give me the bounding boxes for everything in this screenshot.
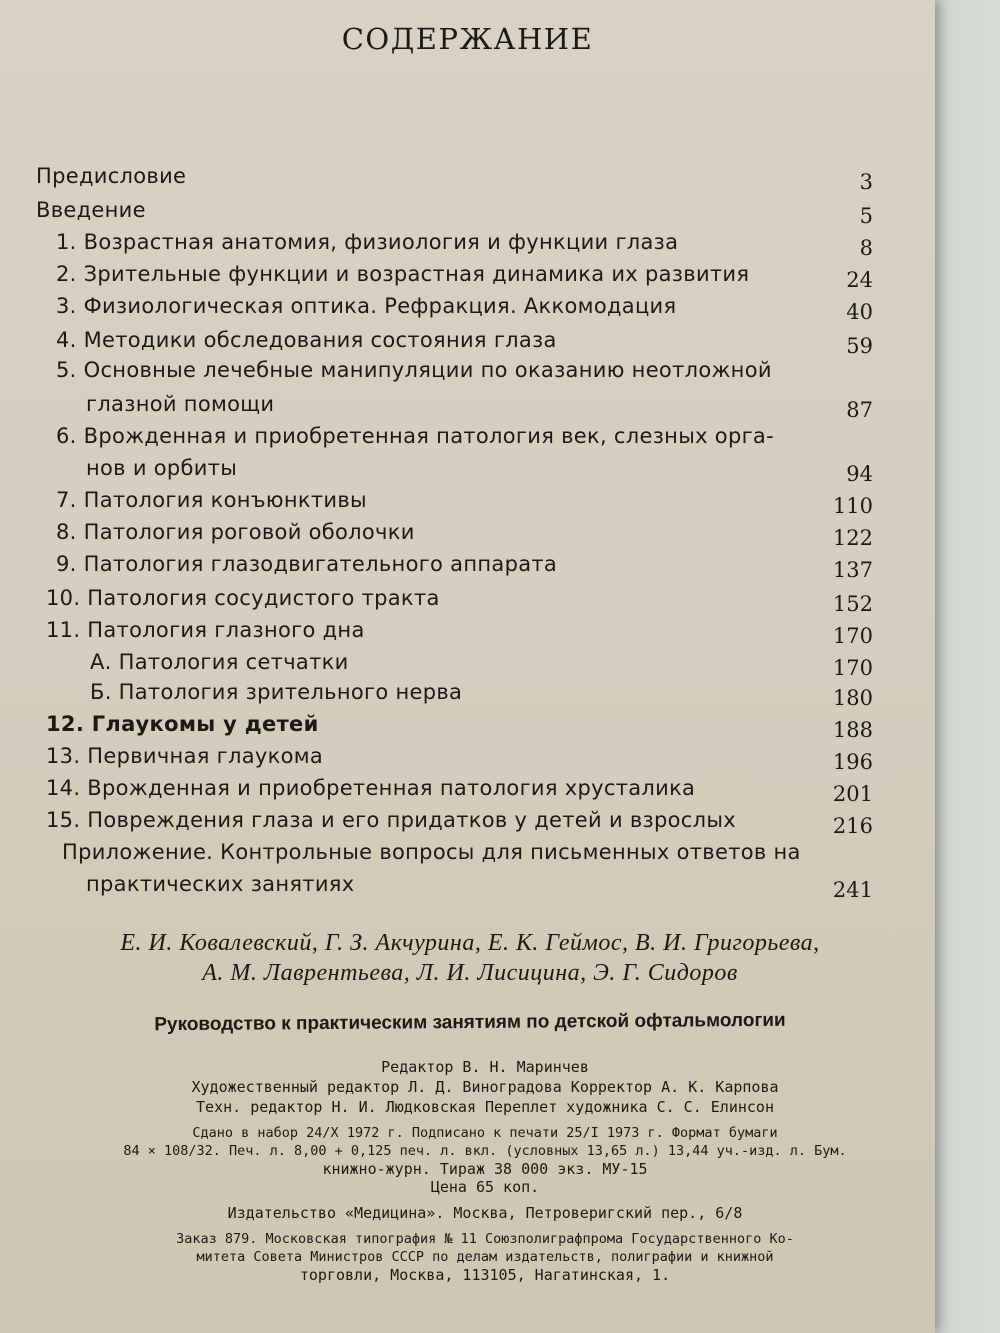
imprint-tech-editor: Техн. редактор Н. И. Людковская Переплет художника С. С. Елинсон <box>196 1098 774 1116</box>
toc-entry <box>0 776 935 808</box>
leader-dots <box>215 164 810 192</box>
toc-page-number: 196 <box>832 750 873 774</box>
leader-dots <box>720 294 810 322</box>
toc-entry <box>0 520 935 552</box>
toc-page-number: 216 <box>832 814 873 838</box>
toc-page-number: 94 <box>846 462 873 486</box>
toc-entry-title: Б. Патология зрительного нерва <box>90 680 463 704</box>
leader-dots <box>500 680 810 708</box>
imprint-line-2: 84 × 108/32. Печ. л. 8,00 + 0,125 печ. л. вкл. (условных 13,65 л.) 13,44 уч.-изд. л. Бум. <box>123 1143 847 1159</box>
toc-entry <box>0 552 935 584</box>
imprint-order-3: торговли, Москва, 113105, Нагатинская, 1. <box>299 1266 671 1284</box>
toc-entry <box>0 392 935 424</box>
toc-entry <box>0 808 935 840</box>
toc-entry <box>0 198 935 230</box>
toc-entry <box>0 424 935 456</box>
imprint-publisher: Издательство «Медицина». Москва, Петроверигский пер., 6/8 <box>227 1204 743 1222</box>
toc-page-number: 180 <box>832 686 873 710</box>
toc-entry-title: нов и орбиты <box>86 456 238 480</box>
imprint-price: Цена 65 коп. <box>430 1178 540 1196</box>
toc-entry-title: 9. Патология глазодвигательного аппарата <box>56 552 558 576</box>
toc-page-number: 110 <box>832 494 873 518</box>
toc-entry <box>0 712 935 744</box>
toc-entry-title: 2. Зрительные функции и возрастная динамика их развития <box>56 262 750 286</box>
toc-entry-title: 3. Физиологическая оптика. Рефракция. Аккомодация <box>56 294 677 318</box>
toc-page-number: 241 <box>832 878 873 902</box>
toc-page-number: 152 <box>832 592 873 616</box>
toc-page-number: 137 <box>832 558 873 582</box>
toc-entry <box>0 294 935 326</box>
toc-entry <box>0 262 935 294</box>
toc-entry <box>0 840 935 872</box>
leader-dots <box>370 872 810 900</box>
toc-entry-title: 10. Патология сосудистого тракта <box>46 586 440 610</box>
leader-dots <box>300 392 810 420</box>
imprint-order-2: митета Совета Министров СССР по делам издательств, полиграфии и книжной <box>196 1249 774 1265</box>
imprint-art-editor: Художественный редактор Л. Д. Виноградова Корректор А. К. Карпова <box>191 1078 779 1096</box>
toc-page-number: 59 <box>846 334 873 358</box>
toc-entry-title: глазной помощи <box>86 392 275 416</box>
leader-dots <box>410 618 810 646</box>
leader-dots <box>380 650 810 678</box>
toc-page-number: 201 <box>832 782 873 806</box>
leader-dots <box>410 488 810 516</box>
toc-entry <box>0 586 935 618</box>
imprint-editor: Редактор В. Н. Маринчев <box>381 1058 589 1076</box>
imprint-line-3: книжно-журн. Тираж 38 000 экз. МУ-15 <box>322 1160 648 1178</box>
leader-dots <box>350 744 810 772</box>
toc-entry-title: 12. Глаукомы у детей <box>46 712 319 736</box>
leader-dots <box>470 586 810 614</box>
toc-entry <box>0 164 935 196</box>
toc-entry <box>0 744 935 776</box>
toc-entry-title: 15. Повреждения глаза и его придатков у детей и взрослых <box>46 808 736 832</box>
leader-dots <box>600 552 810 580</box>
toc-entry-title: А. Патология сетчатки <box>90 650 349 674</box>
toc-entry <box>0 650 935 682</box>
toc-entry <box>0 488 935 520</box>
toc-page-number: 8 <box>859 236 873 260</box>
toc-entry-title: Введение <box>36 198 146 222</box>
toc-entry <box>0 618 935 650</box>
toc-entry <box>0 456 935 488</box>
toc-page-number: 188 <box>832 718 873 742</box>
toc-entry-title: 14. Врожденная и приобретенная патология хрусталика <box>46 776 696 800</box>
toc-entry-title: практических занятиях <box>86 872 355 896</box>
toc-page-number: 24 <box>846 268 873 292</box>
toc-page-number: 170 <box>832 624 873 648</box>
authors-line-2: А. М. Лаврентьева, Л. И. Лисицина, Э. Г. Сидоров <box>202 960 738 986</box>
toc-page-number: 3 <box>859 170 873 194</box>
toc-entry <box>0 358 935 390</box>
toc-entry <box>0 328 935 360</box>
leader-dots <box>720 230 810 258</box>
leader-dots <box>175 198 810 226</box>
contents-heading: СОДЕРЖАНИЕ <box>341 22 594 56</box>
toc-entry-title: 5. Основные лечебные манипуляции по оказанию неотложной <box>56 358 772 382</box>
toc-entry-title: 4. Методики обследования состояния глаза <box>56 328 557 352</box>
toc-entry-title: 7. Патология конъюнктивы <box>56 488 367 512</box>
toc-page-number: 122 <box>832 526 873 550</box>
book-title: Руководство к практическим занятиям по детской офтальмологии <box>154 1009 786 1036</box>
leader-dots <box>610 328 810 356</box>
toc-page-number: 87 <box>846 398 873 422</box>
toc-page-number: 170 <box>832 656 873 680</box>
toc-entry <box>0 872 935 904</box>
toc-entry-title: 1. Возрастная анатомия, физиология и функции глаза <box>56 230 679 254</box>
toc-entry-title: 13. Первичная глаукома <box>46 744 324 768</box>
toc-entry-title: Предисловие <box>36 164 187 188</box>
toc-page-number: 5 <box>859 204 873 228</box>
toc-entry-title: 11. Патология глазного дна <box>46 618 365 642</box>
toc-entry <box>0 230 935 262</box>
authors-line-1: Е. И. Ковалевский, Г. З. Акчурина, Е. К. Геймос, В. И. Григорьева, <box>120 930 820 956</box>
leader-dots <box>345 712 810 740</box>
toc-entry-title: 8. Патология роговой оболочки <box>56 520 415 544</box>
leader-dots <box>740 776 810 804</box>
imprint-line-1: Сдано в набор 24/X 1972 г. Подписано к печати 25/I 1973 г. Формат бумаги <box>192 1125 778 1141</box>
toc-entry-title: 6. Врожденная и приобретенная патология век, слезных орга- <box>56 424 774 448</box>
toc-entry-title: Приложение. Контрольные вопросы для письменных ответов на <box>62 840 801 864</box>
leader-dots <box>270 456 810 484</box>
toc-page-number: 40 <box>846 300 873 324</box>
leader-dots <box>460 520 810 548</box>
toc-entry <box>0 680 935 712</box>
imprint-order-1: Заказ 879. Московская типография № 11 Союзполиграфпрома Государственного Ко- <box>176 1231 794 1247</box>
